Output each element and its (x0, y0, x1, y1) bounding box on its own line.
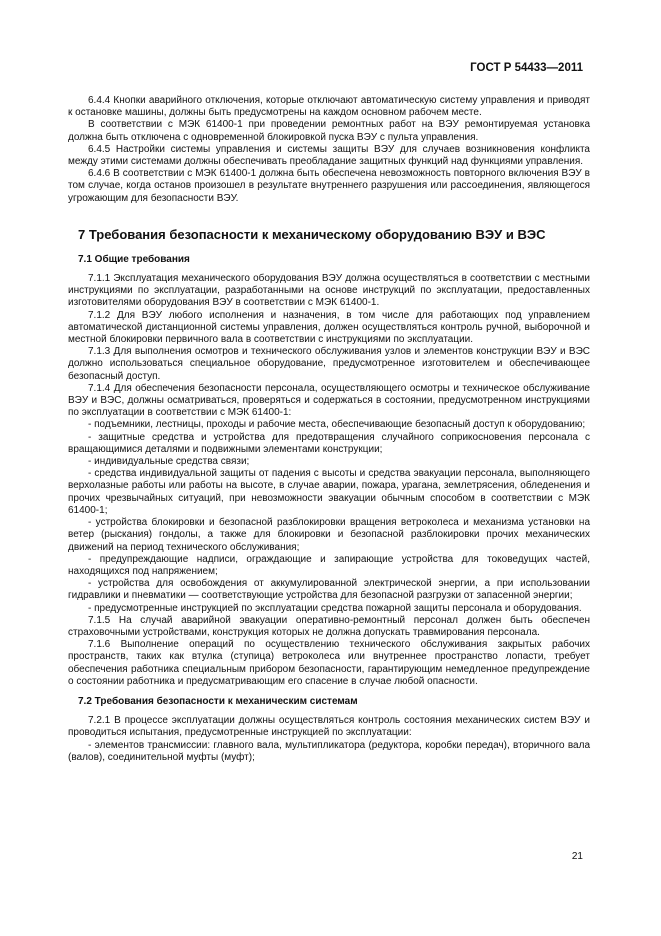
list-item-warning-signs: - предупреждающие надписи, ограждающие и запирающие устройства для токоведущих частей, находящихся под напряжением; (68, 553, 590, 577)
paragraph-6-4-4-cont: В соответствии с МЭК 61400-1 при проведении ремонтных работ на ВЭУ ремонтируемая установка должна быть отключена с одновременной блокировкой пуска ВЭУ с пульта управления. (68, 119, 590, 143)
paragraph-7-1-3: 7.1.3 Для выполнения осмотров и технического обслуживания узлов и элементов конструкции ВЭУ и ВЭС должно использоваться специальное оборудование, предусмотренное изготовителем и обеспечивающее безопасный доступ. (68, 346, 590, 382)
subsection-7-2-heading: 7.2 Требования безопасности к механическим системам (78, 695, 358, 707)
section-7-heading: 7 Требования безопасности к механическому оборудованию ВЭУ и ВЭС (78, 226, 546, 242)
list-item-fall-protection: - средства индивидуальной защиты от падения с высоты и средства эвакуации персонала, выполняющего верхолазные работы или работы на высоте, в случае аварии, пожара, урагана, землетрясения, обледенения и прочих чрезвычайных ситуаций, при невозможности эвакуации обычным способом в соответствии с МЭК 61400-1; (68, 468, 590, 516)
paragraph-6-4-4: 6.4.4 Кнопки аварийного отключения, которые отключают автоматическую систему управления и приводят к остановке машины, должны быть предусмотрены на каждом основном рабочем месте. (68, 95, 590, 119)
list-item-communication: - индивидуальные средства связи; (88, 456, 250, 468)
document-body (68, 95, 590, 764)
list-item-lifts: - подъемники, лестницы, проходы и рабочие места, обеспечивающие безопасный доступ к оборудованию; (88, 419, 586, 431)
list-item-rotor-lock: - устройства блокировки и безопасной разблокировки вращения ветроколеса и механизма установки на ветер (рыскания) гондолы, а также для блокировки и безопасной разблокировки прочих механических движений на период технического обслуживания; (68, 517, 590, 553)
paragraph-6-4-6: 6.4.6 В соответствии с МЭК 61400-1 должна быть обеспечена невозможность повторного включения ВЭУ в том случае, когда останов произошел в результате внутреннего разрушения или рассоединения, являющегося угрожающим для безопасности ВЭУ. (68, 168, 590, 204)
paragraph-7-2-1: 7.2.1 В процессе эксплуатации должны осуществляться контроль состояния механических систем ВЭУ и проводиться испытания, предусмотренные инструкцией по эксплуатации: (68, 715, 590, 739)
paragraph-7-1-6: 7.1.6 Выполнение операций по осуществлению технического обслуживания закрытых рабочих пространств, таких как втулка (ступица) ветроколеса или внутреннее пространство лопасти, требует обеспечения работника специальным прибором безопасности, гарантирующим немедленное предупреждение о состоянии работника и предусматривающим его спасение в случае любой опасности. (68, 639, 590, 687)
page-number: 21 (571, 851, 583, 862)
document-standard-id: ГОСТ Р 54433—2011 (470, 62, 583, 74)
paragraph-7-1-4: 7.1.4 Для обеспечения безопасности персонала, осуществляющего осмотры и техническое обслуживание ВЭУ и ВЭС, должны осматриваться, проверяться и содержаться в состоянии, предусмотренном инструкциями по эксплуатации в соответствии с МЭК 61400-1: (68, 382, 590, 419)
paragraph-7-1-1: 7.1.1 Эксплуатация механического оборудования ВЭУ должна осуществляться в соответствии с местными инструкциями по эксплуатации, разработанными на основе инструкций по эксплуатации, предоставленных изготовителями оборудования ВЭУ в соответствии с МЭК 61400-1. (68, 273, 590, 309)
subsection-7-1-heading: 7.1 Общие требования (78, 253, 190, 265)
list-item-fire-protection: - предусмотренные инструкцией по эксплуатации средства пожарной защиты персонала и оборудования. (88, 602, 582, 614)
paragraph-7-1-5: 7.1.5 На случай аварийной эвакуации оперативно-ремонтный персонал должен быть обеспечен страховочными устройствами, конструкция которых не должна допускать травмирования персонала. (68, 614, 590, 638)
list-item-protective-devices: - защитные средства и устройства для предотвращения случайного соприкосновения персонала с вращающимися деталями и подвижными элементами конструкции; (68, 431, 590, 455)
paragraph-6-4-5: 6.4.5 Настройки системы управления и системы защиты ВЭУ для случаев возникновения конфликта между этими системами должны обеспечивать преобладание защитных функций над функциями управления. (68, 143, 590, 168)
paragraph-7-1-2: 7.1.2 Для ВЭУ любого исполнения и назначения, в том числе для работающих под управлением автоматической дистанционной системы управления, должен осуществляться контроль ручной, выборочной и местной блокировки первичного вала в соответствии с инструкциями по эксплуатации. (68, 309, 590, 346)
list-item-energy-release: - устройства для освобождения от аккумулированной электрической энергии, а при использовании гидравлики и пневматики — соответствующие устройства для безопасной разгрузки от запасенной энергии; (68, 578, 590, 602)
list-item-transmission: - элементов трансмиссии: главного вала, мультипликатора (редуктора, коробки передач), вторичного вала (валов), соединительной муфты (муфт); (68, 739, 590, 763)
